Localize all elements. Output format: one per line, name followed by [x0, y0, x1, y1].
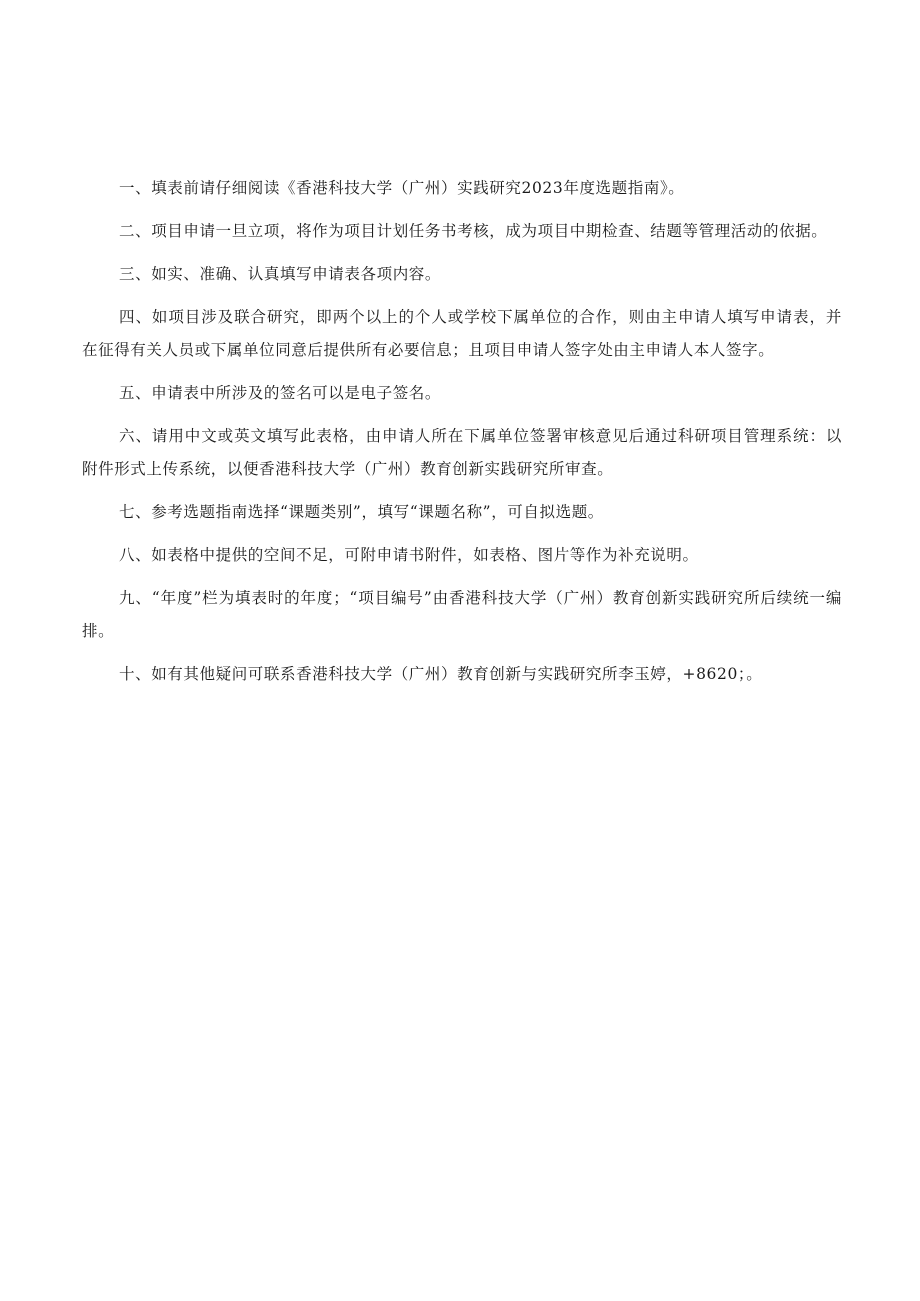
instruction-item-2: 二、项目申请一旦立项，将作为项目计划任务书考核，成为项目中期检查、结题等管理活动的依据。	[119, 222, 828, 240]
instruction-item-8: 八、如表格中提供的空间不足，可附申请书附件，如表格、图片等作为补充说明。	[119, 546, 699, 564]
instruction-item-10: 十、如有其他疑问可联系香港科技大学（广州）教育创新与实践研究所李玉婷，+8620；。	[119, 665, 763, 683]
instruction-item-4: 四、如项目涉及联合研究，即两个以上的个人或学校下属单位的合作，则由主申请人填写申请表，并在征得有关人员或下属单位同意后提供所有必要信息；且项目申请人签字处由主申请人本人签字。	[82, 308, 842, 359]
instruction-item-9: 九、“年度”栏为填表时的年度；“项目编号”由香港科技大学（广州）教育创新实践研究所后续统一编排。	[82, 589, 842, 640]
instructions-list	[82, 172, 842, 701]
instruction-item-5: 五、申请表中所涉及的签名可以是电子签名。	[119, 384, 442, 402]
instruction-item-6: 六、请用中文或英文填写此表格，由申请人所在下属单位签署审核意见后通过科研项目管理系统：以附件形式上传系统，以便香港科技大学（广州）教育创新实践研究所审查。	[82, 427, 842, 478]
instruction-item-7: 七、参考选题指南选择“课题类别”，填写“课题名称”，可自拟选题。	[119, 503, 604, 521]
instruction-item-3: 三、如实、准确、认真填写申请表各项内容。	[119, 265, 442, 283]
instruction-item-1: 一、填表前请仔细阅读《香港科技大学（广州）实践研究2023年度选题指南》。	[119, 179, 685, 197]
